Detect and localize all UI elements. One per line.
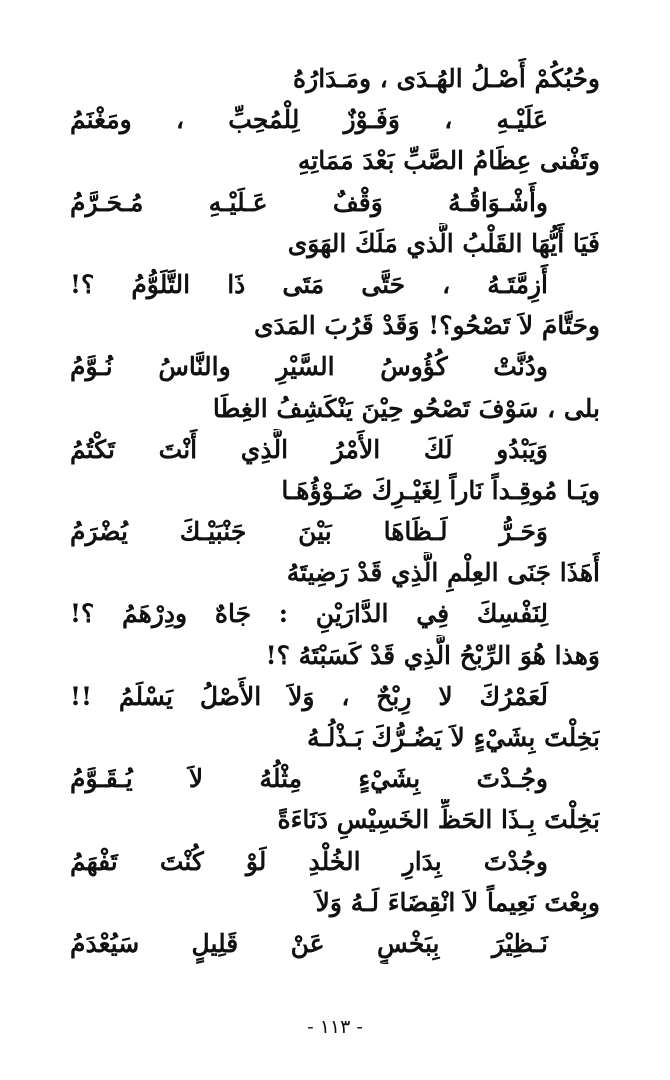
verse-line-10: وَيَبْدُو لَكَ الأَمْرُ الَّذِي أَنْتَ تَكْتُمُ: [70, 434, 548, 464]
verse-line-20: وجُدْتَ بِدَارِ الخُلْدِ لَوْ كُنْتَ تَفْهَمُ: [70, 846, 548, 876]
verse-line-19: بَخِلْتَ بِـذَا الحَظِّ الخَسِيْسِ دَنَاءَةً: [277, 805, 600, 835]
verse-line-14: لِنَفْسِكَ فِي الدَّارَيْنِ : جَاهٌ ودِرْهَمُ ؟!: [70, 599, 548, 629]
verse-line-16: لَعَمْرُكَ لا رِبْحٌ ، وَلاَ الأَصْلُ يَسْلَمُ !!: [70, 681, 548, 711]
verse-line-17: بَخِلْتَ بِشَيْءٍ لاَ يَضُـرُّكَ بَـذْلُـهُ: [307, 723, 600, 752]
verse-line-6: أَزِمَّتَـهُ ، حَتَّى مَتَى ذَا التَّلَوُّمُ ؟!: [70, 269, 548, 299]
verse-line-22: نَـظِيْرَ بِبَخْسٍ عَنْ قَلِيلٍ سَيُعْدَمُ: [70, 928, 548, 958]
verse-line-1: وحُبُكُمْ أَصْـلُ الهُـدَى ، ومَـدَارُهُ: [293, 64, 600, 93]
verse-line-8: ودُنَّتْ كُؤُوسُ السَّيْرِ والنَّاسُ نُـوَّمُ: [70, 352, 548, 382]
verse-line-3: وتَفْنى عِظَامُ الصَّبِّ بَعْدَ مَمَاتِهِ: [297, 146, 600, 176]
verse-line-18: وجُـدْتَ بِشَيْءٍ مِثْلُهُ لاَ يُـقَـوَّمُ: [70, 764, 548, 794]
verse-line-4: وأَشْـوَاقُـهُ وَقْفٌ عَـلَيْـهِ مُـحَـرَّمُ: [70, 187, 548, 217]
verse-line-12: وَحَـرُّ لَـظَاهَا بَيْنَ جَنْبَيْـكَ يُضْرَمُ: [70, 517, 548, 547]
verse-line-11: ويَـا مُوقِـداً نَاراً لِغَيْـرِكَ ضَـوْؤُهَـا: [281, 475, 600, 505]
verse-line-21: وبِعْتَ نَعِيماً لاَ انْقِضَاءَ لَـهُ وَلاَ: [315, 887, 600, 917]
poem-page: [70, 58, 600, 1018]
verse-line-5: فَيَا أَيُّهَا القَلْبُ الَّذي مَلَكَ الهَوَى: [287, 228, 600, 258]
verse-line-2: عَلَيْـهِ ، وَفَـوْزٌ لِلْمُحِبِّ ، ومَغْنَمُ: [70, 105, 548, 135]
verse-line-9: بلى ، سَوْفَ تَصْحُو حِيْنَ يَنْكَشِفُ الغِطَا: [212, 393, 600, 423]
verse-line-13: أَهَذَا جَنَى العِلْمِ الَّذِي قَدْ رَضِيتَهُ: [286, 558, 600, 588]
verse-line-15: وَهذا هُوَ الرِّبْحُ الَّذِي قَدْ كَسَبْتَهُ ؟!: [265, 640, 600, 670]
verse-line-7: وحَتَّامَ لاَ تَصْحُو؟! وَقَدْ قَرُبَ المَدَى: [253, 311, 600, 341]
page-number: - ١١٣ -: [307, 1016, 363, 1038]
